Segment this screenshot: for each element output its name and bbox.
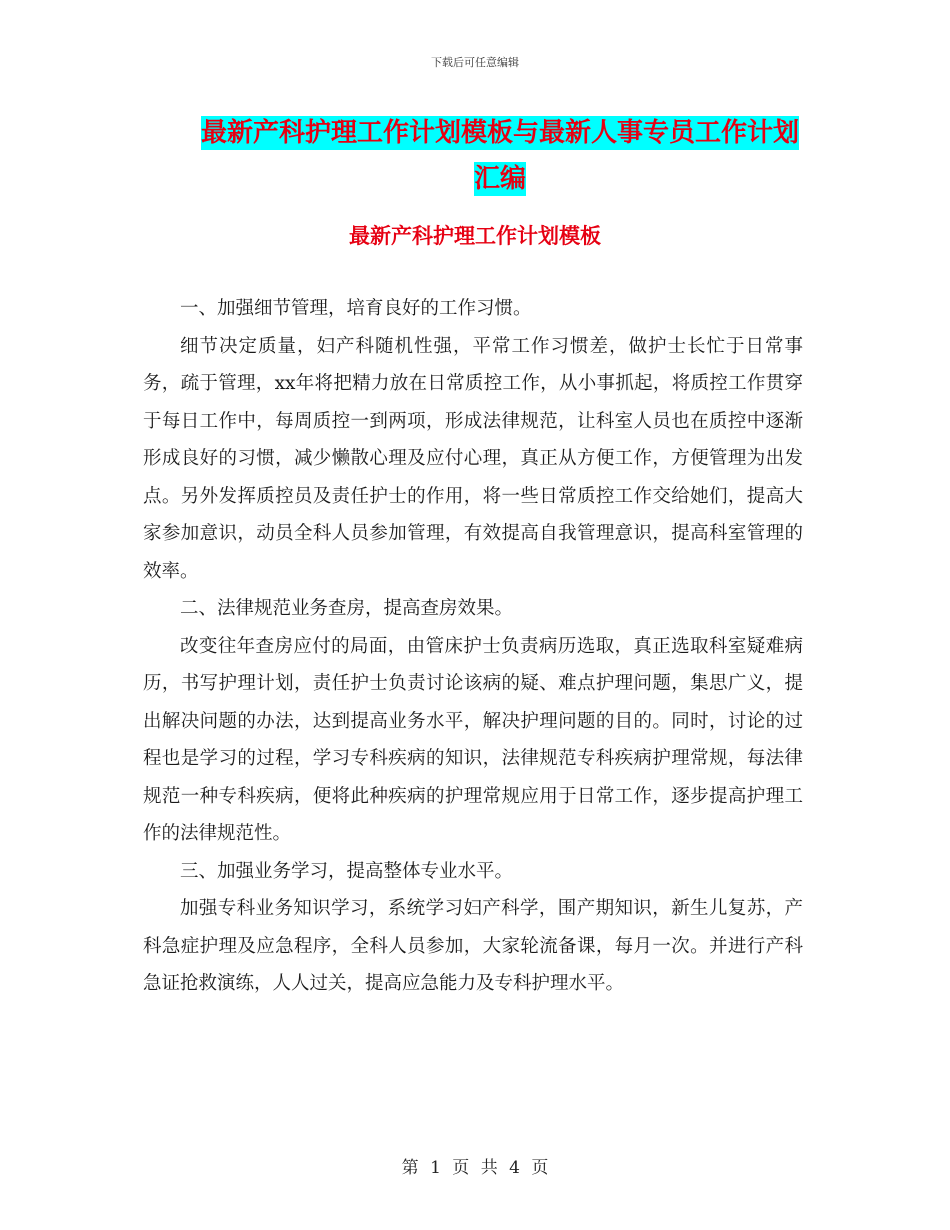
paragraph-3: 加强专科业务知识学习，系统学习妇产科学，围产期知识，新生儿复苏，产科急症护理及应急程序，全科人员参加，大家轮流备课，每月一次。并进行产科急证抢救演练，人人过关，提高应急能力及专科护理水平。 [143, 898, 803, 994]
paragraph-1: 细节决定质量，妇产科随机性强，平常工作习惯差，做护士长忙于日常事务，疏于管理，xx年将把精力放在日常质控工作，从小事抓起，将质控工作贯穿于每日工作中，每周质控一到两项，形成法律规范，让科室人员也在质控中逐渐形成良好的习惯，减少懒散心理及应付心理，真正从方便工作，方便管理为出发点。另外发挥质控员及责任护士的作用，将一些日常质控工作交给她们，提高大家参加意识，动员全科人员参加管理，有效提高自我管理意识，提高科室管理的效率。 [143, 335, 803, 582]
heading-1: 一、加强细节管理，培育良好的工作习惯。 [180, 298, 532, 319]
section-title: 最新产科护理工作计划模板 [349, 224, 601, 248]
heading-2: 二、法律规范业务查房，提高查房效果。 [180, 598, 514, 619]
header-note: 下载后可任意编辑 [431, 56, 519, 69]
document-title [150, 110, 850, 202]
heading-3: 三、加强业务学习，提高整体专业水平。 [180, 860, 514, 882]
page-footer: 第 1 页 共 4 页 [401, 1158, 549, 1178]
paragraph-2: 改变往年查房应付的局面，由管床护士负责病历选取，真正选取科室疑难病历，书写护理计划，责任护士负责讨论该病的疑、难点护理问题，集思广义，提出解决问题的办法，达到提高业务水平，解决护理问题的目的。同时，讨论的过程也是学习的过程，学习专科疾病的知识，法律规范专科疾病护理常规，每法律规范一种专科疾病，便将此种疾病的护理常规应用于日常工作，逐步提高护理工作的法律规范性。 [143, 635, 803, 844]
document-title-line1: 最新产科护理工作计划模板与最新人事专员工作计划 [200, 118, 799, 148]
document-body [143, 290, 803, 1003]
document-title-line2: 汇编 [473, 164, 526, 194]
